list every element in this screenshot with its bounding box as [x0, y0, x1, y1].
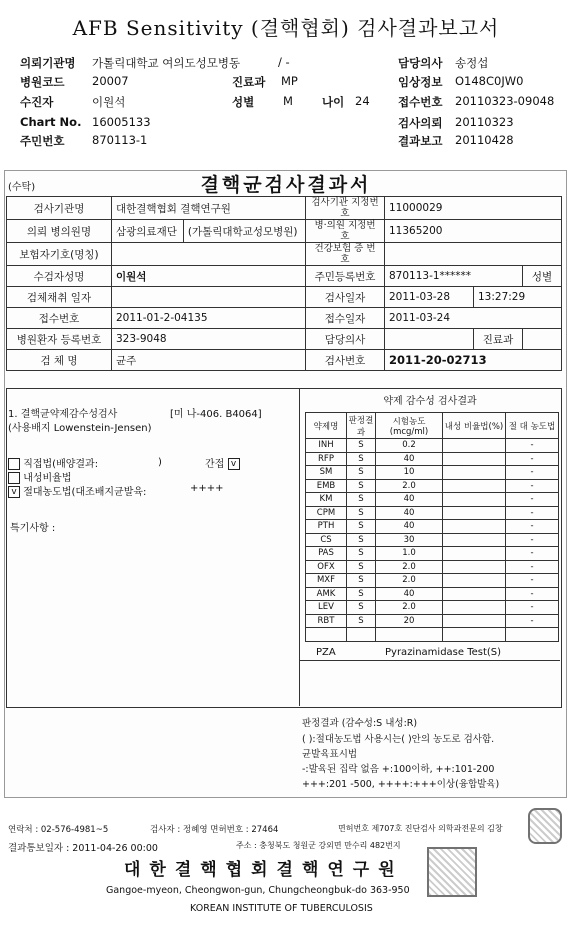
footer-license: 면허번호 제707호 진단검사 의학과전문의 김창	[338, 824, 503, 833]
cell-label: 접수번호	[7, 308, 112, 329]
legend-line: -:발육된 집락 없음 +:100이하, ++:101-200	[302, 764, 495, 775]
sens-cell: -	[506, 614, 559, 628]
cell-label: 수검자성명	[7, 266, 112, 287]
sens-cell: -	[506, 520, 559, 534]
header-label: 접수번호	[398, 95, 443, 109]
sens-row	[306, 614, 559, 628]
legend-line: 균발육표시법	[302, 749, 358, 760]
sens-row	[306, 493, 559, 507]
sens-row-blank	[306, 628, 559, 642]
dept-value: MP	[281, 74, 298, 88]
cell-value: 삼광의료재단	[112, 220, 184, 243]
cell-label: 검사기관명	[7, 197, 112, 220]
cell-label: 진료과	[474, 329, 523, 350]
sens-cell: 40	[376, 452, 443, 466]
header-value: 16005133	[92, 115, 151, 129]
header-label: 의뢰기관명	[20, 56, 76, 70]
header-value: 870113-1	[92, 133, 148, 147]
cell-label: 병·의원 지정번호	[306, 220, 385, 243]
pza-value: Pyrazinamidase Test(S)	[385, 647, 502, 658]
cell-label: 성별	[523, 266, 562, 287]
sens-cell: S	[347, 547, 376, 561]
footer-examiner: 검사자 : 정혜영 면허번호 : 27464	[150, 825, 279, 835]
sens-cell	[443, 533, 506, 547]
sens-header: 약제명	[306, 413, 347, 439]
header-value: 송정섭	[455, 56, 489, 70]
sens-row	[306, 506, 559, 520]
sens-cell: 2.0	[376, 560, 443, 574]
sens-cell: -	[506, 452, 559, 466]
cell-value: (가톨릭대학교성모병원)	[183, 220, 305, 243]
sens-cell: S	[347, 452, 376, 466]
sens-cell	[443, 601, 506, 615]
sens-cell: -	[506, 574, 559, 588]
cell-value: 2011-03-24	[385, 308, 562, 329]
sens-cell: RFP	[306, 452, 347, 466]
sens-cell: S	[347, 439, 376, 453]
header-label: Chart No.	[20, 115, 82, 129]
dept-label: 진료과	[232, 75, 266, 89]
institute-name: 대한결핵협회결핵연구원	[124, 860, 404, 880]
sens-cell: 2.0	[376, 574, 443, 588]
sens-cell: S	[347, 493, 376, 507]
sens-cell: -	[506, 601, 559, 615]
sens-cell: -	[506, 560, 559, 574]
header-value: 이원석	[92, 95, 126, 109]
sens-header: 내성 비율법(%)	[443, 413, 506, 439]
sens-cell: 1.0	[376, 547, 443, 561]
sens-cell: KM	[306, 493, 347, 507]
sens-row	[306, 452, 559, 466]
legend-line: 판정결과 (감수성:S 내성:R)	[302, 718, 418, 729]
cell-label: 담당의사	[306, 329, 385, 350]
test-code: [미 나-406. B4064]	[170, 409, 262, 420]
sens-cell: PTH	[306, 520, 347, 534]
legend-line: ( ):절대농도법 사용시는( )안의 농도로 검사함.	[302, 734, 495, 745]
indirect-method	[205, 455, 240, 470]
age-label: 나이	[322, 95, 345, 109]
header-label: 검사의뢰	[398, 116, 443, 130]
sens-cell	[443, 466, 506, 480]
sens-cell: AMK	[306, 587, 347, 601]
sens-cell	[443, 614, 506, 628]
sens-cell: CS	[306, 533, 347, 547]
sens-cell: -	[506, 439, 559, 453]
sens-row	[306, 520, 559, 534]
sens-cell	[443, 493, 506, 507]
cell-value: 균주	[112, 350, 306, 371]
sens-cell: 40	[376, 506, 443, 520]
sens-row	[306, 601, 559, 615]
sens-cell	[347, 628, 376, 642]
sens-cell	[443, 439, 506, 453]
sens-header: 판정결과	[347, 413, 376, 439]
cell-label: 검사번호	[306, 350, 385, 371]
sex-value: M	[283, 94, 293, 108]
divider	[299, 660, 560, 661]
sens-cell: S	[347, 520, 376, 534]
sens-cell	[443, 628, 506, 642]
sens-cell: 2.0	[376, 601, 443, 615]
sens-row	[306, 533, 559, 547]
cell-value: 11000029	[385, 197, 562, 220]
header-label: 담당의사	[398, 56, 443, 70]
sens-cell: INH	[306, 439, 347, 453]
cell-value: 2011-03-28	[385, 287, 474, 308]
sens-cell	[443, 506, 506, 520]
age-value: 24	[355, 94, 370, 108]
footer-address: 주소 : 충청북도 청원군 강외면 만수리 482번지	[236, 841, 401, 850]
cell-label: 검체채취 일자	[7, 287, 112, 308]
sens-cell	[443, 520, 506, 534]
sens-cell: LEV	[306, 601, 347, 615]
sens-row	[306, 466, 559, 480]
cell-label: 검사일자	[306, 287, 385, 308]
sex-label: 성별	[232, 95, 255, 109]
sens-cell: 30	[376, 533, 443, 547]
header-value: 20007	[92, 74, 129, 88]
sens-cell: 40	[376, 587, 443, 601]
header-label: 결과보고	[398, 134, 443, 148]
sens-cell: S	[347, 614, 376, 628]
footer-contact: 연락처 : 02-576-4981~5	[8, 825, 109, 835]
institute-english: KOREAN INSTITUTE OF TUBERCULOSIS	[190, 903, 373, 914]
header-label: 주민번호	[20, 134, 65, 148]
institute-seal-icon	[427, 847, 477, 897]
header-value: 20110323	[455, 115, 514, 129]
sensitivity-table	[305, 412, 559, 642]
sens-cell	[443, 560, 506, 574]
sens-cell: 0.2	[376, 439, 443, 453]
cell-label: 검 체 명	[7, 350, 112, 371]
cell-label: 병원환자 등록번호	[7, 329, 112, 350]
sens-row	[306, 574, 559, 588]
sens-cell	[443, 479, 506, 493]
cell-value: 이원석	[112, 266, 306, 287]
form-title: 결핵균검사결과서	[200, 174, 372, 196]
header-value: 20110323-09048	[455, 94, 555, 108]
license-seal-icon	[528, 808, 562, 844]
sens-cell: S	[347, 466, 376, 480]
sens-row	[306, 439, 559, 453]
sens-row	[306, 560, 559, 574]
cell-label: 의뢰 병의원명	[7, 220, 112, 243]
absolute-checkbox: v	[8, 486, 20, 498]
footer-notify: 결과통보일자 : 2011-04-26 00:00	[8, 843, 158, 854]
sens-cell	[376, 628, 443, 642]
sens-cell: 10	[376, 466, 443, 480]
absolute-label: 절대농도법(대조배지균발육:	[23, 487, 147, 498]
sens-cell: -	[506, 479, 559, 493]
sens-cell	[443, 587, 506, 601]
sens-cell: EMB	[306, 479, 347, 493]
absolute-method	[8, 483, 146, 498]
sens-cell: CPM	[306, 506, 347, 520]
cell-label: 주민등록번호	[306, 266, 385, 287]
indirect-checkbox: v	[228, 458, 240, 470]
form-table	[6, 196, 562, 371]
form-tag: (수탁)	[8, 182, 36, 193]
resist-method	[8, 469, 72, 484]
cell-label: 보험자기호(명칭)	[7, 243, 112, 266]
cell-value: 2011-20-02713	[385, 350, 562, 371]
cell-value: 2011-01-2-04135	[112, 308, 306, 329]
header-label: 병원코드	[20, 75, 65, 89]
sens-cell	[443, 574, 506, 588]
sens-cell	[443, 547, 506, 561]
sens-cell: S	[347, 533, 376, 547]
test-line: 1. 결핵균약제감수성검사	[8, 409, 118, 420]
header-slash: / -	[278, 55, 290, 69]
sens-title: 약제 감수성 검사결과	[383, 396, 477, 407]
remarks-label: 특기사항 :	[10, 523, 56, 534]
direct-close: )	[158, 457, 162, 468]
cell-label: 검사기관 지정번호	[306, 197, 385, 220]
resist-label: 내성비율법	[23, 473, 72, 484]
direct-method	[8, 455, 98, 470]
sens-cell: -	[506, 466, 559, 480]
header-label: 임상정보	[398, 75, 443, 89]
pza-label: PZA	[316, 647, 336, 658]
sens-header: 절 대 농도법	[506, 413, 559, 439]
cell-value: 323-9048	[112, 329, 306, 350]
sens-cell: -	[506, 493, 559, 507]
sens-cell: 2.0	[376, 479, 443, 493]
sens-cell: -	[506, 506, 559, 520]
divider	[299, 388, 300, 706]
direct-label: 직접법(배양결과:	[23, 459, 99, 470]
sens-row	[306, 587, 559, 601]
cell-value: 대한결핵협회 결핵연구원	[112, 197, 306, 220]
sens-header: 시험농도(mcg/ml)	[376, 413, 443, 439]
absolute-value: ++++	[190, 483, 224, 494]
cell-label: 접수일자	[306, 308, 385, 329]
sens-cell: S	[347, 587, 376, 601]
indirect-label: 간접	[205, 459, 225, 470]
institute-address: Gangoe-myeon, Cheongwon-gun, Chungcheongbuk-do 363-950	[106, 885, 410, 896]
sens-cell	[443, 452, 506, 466]
sens-cell: 40	[376, 493, 443, 507]
cell-label: 건강보험 증 번 호	[306, 243, 385, 266]
sens-cell: SM	[306, 466, 347, 480]
header-value: 20110428	[455, 133, 514, 147]
sens-cell: -	[506, 547, 559, 561]
medium-text: (사용배지 Lowenstein-Jensen)	[8, 423, 152, 434]
cell-value: 11365200	[385, 220, 562, 243]
sens-row	[306, 547, 559, 561]
sens-cell: S	[347, 506, 376, 520]
report-title: AFB Sensitivity (결핵협회) 검사결과보고서	[72, 16, 500, 40]
sens-row	[306, 479, 559, 493]
sens-cell: S	[347, 560, 376, 574]
sens-cell	[506, 628, 559, 642]
cell-value: 13:27:29	[474, 287, 562, 308]
sens-cell: -	[506, 587, 559, 601]
cell-value: 870113-1******	[385, 266, 523, 287]
sens-cell: S	[347, 574, 376, 588]
sens-cell: S	[347, 601, 376, 615]
sens-cell: PAS	[306, 547, 347, 561]
sens-cell	[306, 628, 347, 642]
sens-cell: -	[506, 533, 559, 547]
sens-cell: MXF	[306, 574, 347, 588]
sens-cell: RBT	[306, 614, 347, 628]
sens-cell: OFX	[306, 560, 347, 574]
header-value: 가톨릭대학교 여의도성모병동	[92, 56, 241, 70]
legend-line: +++:201 -500, ++++:+++이상(융합발육)	[302, 779, 500, 790]
sens-cell: 20	[376, 614, 443, 628]
sens-cell: 40	[376, 520, 443, 534]
sens-cell: S	[347, 479, 376, 493]
header-label: 수진자	[20, 95, 54, 109]
header-value: O148C0JW0	[455, 74, 524, 88]
